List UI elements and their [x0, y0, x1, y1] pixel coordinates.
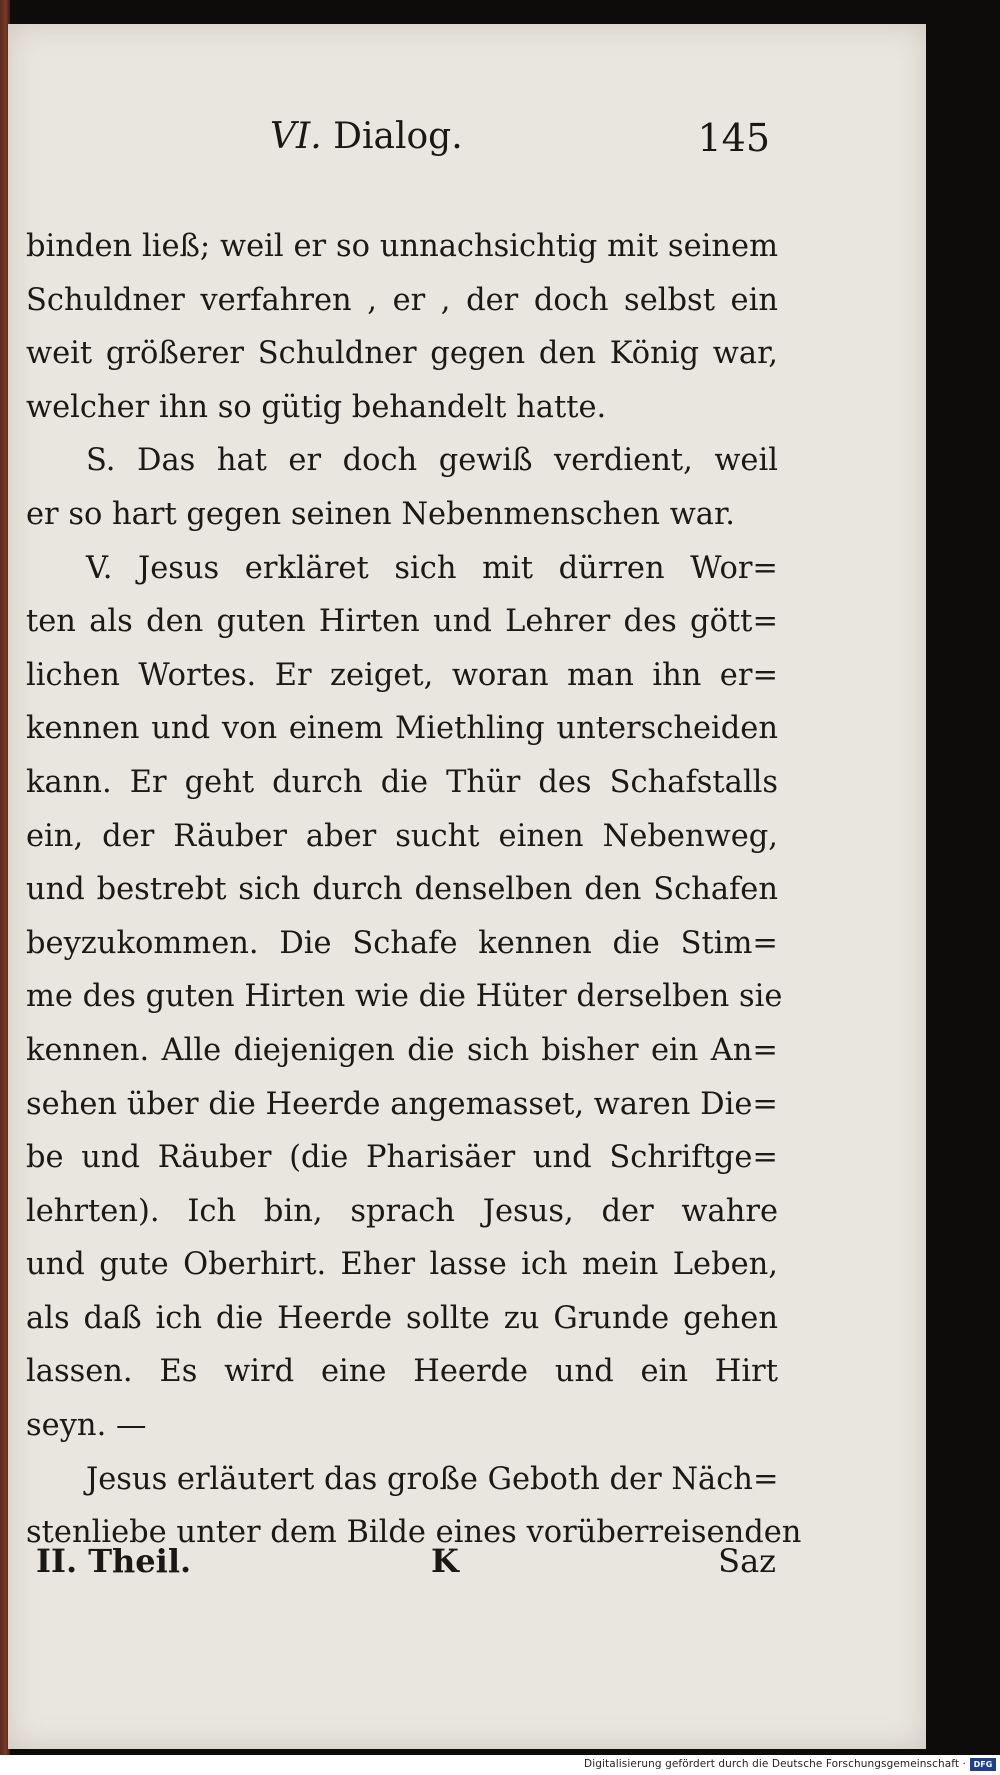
volume-signature: II. Theil. [36, 1542, 192, 1580]
running-title [270, 116, 463, 157]
page-footer [36, 1542, 776, 1592]
text-line: und bestrebt sich durch denselben den Schafen [26, 872, 778, 908]
text-line: Jesus erläutert das große Geboth der Näch= [86, 1461, 779, 1497]
body-text [26, 220, 802, 1560]
running-title-roman: VI. [270, 116, 322, 157]
catchword: Saz [718, 1542, 776, 1580]
text-line: lichen Wortes. Er zeiget, woran man ihn er= [26, 657, 778, 693]
text-line: und gute Oberhirt. Eher lasse ich mein Leben, [26, 1247, 778, 1283]
credit-text: Digitalisierung gefördert durch die Deutsche Forschungsgemeinschaft · [584, 1758, 966, 1770]
text-line: Schuldner verfahren , er , der doch selbst ein [26, 282, 778, 318]
running-title-word: Dialog. [333, 116, 463, 157]
text-line: ein, der Räuber aber sucht einen Nebenweg, [26, 818, 778, 854]
text-line: be und Räuber (die Pharisäer und Schriftge= [26, 1140, 778, 1176]
text-line: seyn. — [26, 1408, 147, 1444]
digitization-credit-bar [0, 1755, 1000, 1775]
book-page [8, 24, 926, 1749]
text-line: me des guten Hirten wie die Hüter derselben sie [26, 979, 783, 1015]
page-number: 145 [697, 116, 770, 160]
text-line: ten als den guten Hirten und Lehrer des gött= [26, 604, 778, 640]
text-line: V. Jesus erkläret sich mit dürren Wor= [86, 550, 778, 586]
text-line: weit größerer Schuldner gegen den König war, [26, 336, 778, 372]
text-line: lassen. Es wird eine Heerde und ein Hirt [26, 1354, 778, 1390]
text-line: er so hart gegen seinen Nebenmenschen war. [26, 496, 735, 532]
text-line: S. Das hat er doch gewiß verdient, weil [86, 443, 778, 479]
text-line: binden ließ; weil er so unnachsichtig mit seinem [26, 229, 778, 264]
text-line: als daß ich die Heerde sollte zu Grunde gehen [26, 1300, 778, 1336]
text-line: kennen und von einem Miethling unterscheiden [26, 711, 778, 747]
text-line: kennen. Alle diejenigen die sich bisher ein An= [26, 1032, 778, 1068]
text-line: kann. Er geht durch die Thür des Schafstalls [26, 764, 778, 800]
text-line: lehrten). Ich bin, sprach Jesus, der wahre [26, 1193, 778, 1229]
running-header [270, 116, 770, 176]
text-line: beyzukommen. Die Schafe kennen die Stim= [26, 925, 778, 961]
text-line: sehen über die Heerde angemasset, waren Die= [26, 1086, 778, 1122]
text-line: stenliebe unter dem Bilde eines vorüberreisenden [26, 1515, 802, 1551]
gathering-signature: K [431, 1542, 459, 1580]
text-line: welcher ihn so gütig behandelt hatte. [26, 389, 607, 425]
dfg-logo-icon: DFG [970, 1758, 996, 1771]
